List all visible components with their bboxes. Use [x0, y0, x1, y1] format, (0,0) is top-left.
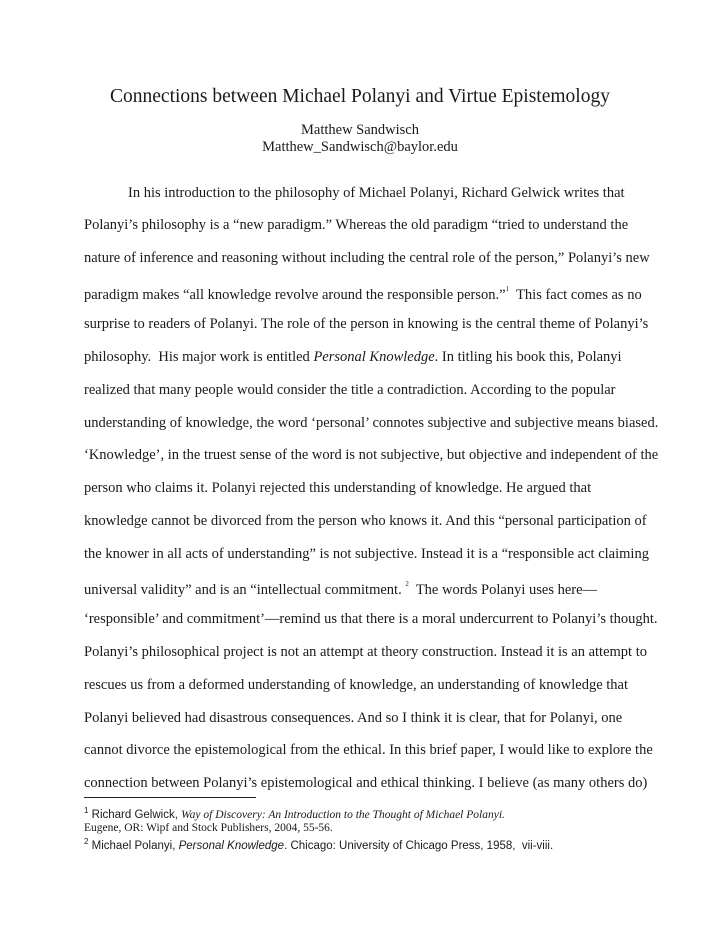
body-line: surprise to readers of Polanyi. The role of the person in knowing is the central theme of Polanyi’s	[84, 316, 649, 332]
body-text: The words Polanyi uses here—	[408, 581, 598, 598]
footnote-divider	[84, 797, 256, 798]
body-line: realized that many people would consider the title a contradiction. According to the popular	[84, 382, 616, 398]
body-line: nature of inference and reasoning without including the central role of the person,” Polanyi’s new	[84, 250, 650, 266]
author-email: Matthew_Sandwisch@baylor.edu	[262, 139, 458, 155]
footnote-publication: . Chicago: University of Chicago Press, 1958, vii-viii.	[284, 839, 554, 852]
body-line: ‘responsible’ and commitment’—remind us that there is a moral undercurrent to Polanyi’s thought.	[84, 611, 658, 627]
book-title: Personal Knowledge	[313, 349, 435, 365]
footnote-ref: 2	[405, 580, 409, 588]
body-line: understanding of knowledge, the word ‘personal’ connotes subjective and subjective means biased.	[84, 415, 659, 431]
footnote-2	[84, 835, 553, 853]
body-line: Polanyi’s philosophy is a “new paradigm.” Whereas the old paradigm “tried to understand the	[84, 217, 629, 233]
footnote-number: 2	[84, 837, 89, 846]
body-line: rescues us from a deformed understanding of knowledge, an understanding of knowledge that	[84, 677, 628, 693]
body-line: Polanyi’s philosophical project is not an attempt at theory construction. Instead it is an attempt to	[84, 644, 647, 660]
footnote-book-title: Personal Knowledge	[178, 839, 285, 852]
footnote-1-publication: Eugene, OR: Wipf and Stock Publishers, 2004, 55-56.	[84, 822, 333, 834]
footnote-author: Richard Gelwick,	[88, 808, 182, 821]
paper-title: Connections between Michael Polanyi and Virtue Epistemology	[110, 86, 610, 107]
author-name: Matthew Sandwisch	[301, 122, 419, 138]
body-line: ‘Knowledge’, in the truest sense of the word is not subjective, but objective and independent of the	[84, 447, 659, 463]
body-line	[84, 348, 622, 366]
body-text: philosophy. His major work is entitled	[84, 349, 314, 365]
footnote-ref: 1	[505, 285, 510, 293]
body-text: paradigm makes “all knowledge revolve around the responsible person.”	[84, 286, 506, 303]
footnote-number: 1	[84, 806, 89, 815]
body-line: person who claims it. Polanyi rejected this understanding of knowledge. He argued that	[84, 480, 592, 496]
body-text: . In titling his book this, Polanyi	[434, 349, 622, 365]
body-line: Polanyi believed had disastrous consequences. And so I think it is clear, that for Polanyi, one	[84, 710, 623, 726]
body-line	[84, 577, 597, 599]
footnote-book-title: Way of Discovery: An Introduction to the Thought of Michael Polanyi.	[181, 808, 505, 821]
body-line: knowledge cannot be divorced from the person who knows it. And this “personal participation of	[84, 513, 647, 529]
footnote-author: Michael Polanyi,	[88, 839, 179, 852]
body-line	[84, 282, 642, 304]
body-line: cannot divorce the epistemological from the ethical. In this brief paper, I would like to explore the	[84, 742, 653, 758]
body-line: In his introduction to the philosophy of Michael Polanyi, Richard Gelwick writes that	[128, 185, 625, 201]
footnote-1	[84, 804, 505, 822]
body-text: universal validity” and is an “intellectual commitment.	[84, 581, 406, 598]
body-text: This fact comes as no	[509, 286, 642, 303]
author-block	[0, 122, 720, 156]
body-line: the knower in all acts of understanding” is not subjective. Instead it is a “responsible act claiming	[84, 546, 649, 562]
body-line: connection between Polanyi’s epistemological and ethical thinking. I believe (as many others do)	[84, 775, 648, 791]
